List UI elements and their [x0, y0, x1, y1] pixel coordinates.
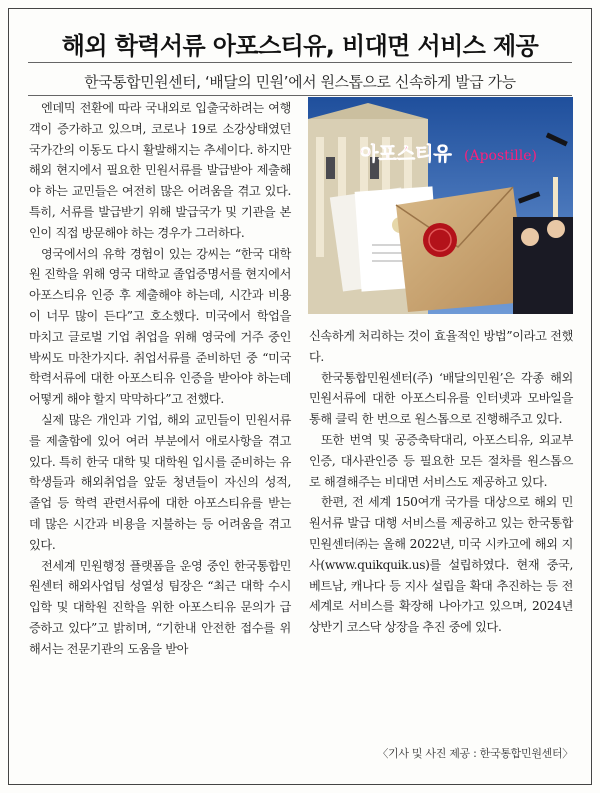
paragraph: 신속하게 처리하는 것이 효율적인 방법”이라고 전했다.	[309, 329, 573, 364]
article-subheadline: 한국통합민원센터, ‘배달의 민원’에서 원스톱으로 신속하게 발급 가능	[84, 74, 516, 91]
article-left-column	[29, 98, 291, 660]
article-headline: 해외 학력서류 아포스티유, 비대면 서비스 제공	[61, 32, 539, 60]
wax-seal-icon	[423, 223, 457, 257]
paragraph: 또한 번역 및 공증축탁대리, 아포스티유, 외교부인증, 대사관인증 등 필요한 모든 절차를 원스톱으로 해결해주는 비대면 서비스도 제공하고 있다.	[309, 432, 573, 489]
headline-divider	[28, 62, 572, 63]
paragraph: 엔데믹 전환에 따라 국내외로 입출국하려는 여행객이 증가하고 있으며, 코로나 19로 소강상태였던 국가간의 이동도 다시 활발해지는 추세이다. 하지만 해외 현지에서 필요한 민원서류를 발급받아 제출해야 하는 교민들은 여전히 많은 어려움을 겪고 있다. 특히, 서류를 발급받기 위해 발급국가 및 기관을 본인이 직접 방문해야 하는 경우가 그러하다.	[29, 101, 291, 240]
article-right-column	[309, 326, 573, 638]
apostille-illustration	[308, 97, 573, 314]
photo-caption-latin: (Apostille)	[464, 148, 537, 164]
paragraph: 영국에서의 유학 경험이 있는 강씨는 “한국 대학원 진학을 위해 영국 대학교 졸업증명서를 현지에서 아포스티유 인증 후 제출해야 하는데, 시간과 비용이 너무 많이 든다”고 호소했다. 미국에서 학업을 마치고 글로벌 기업 취업을 위해 영국에 거주 중인 박씨도 마찬가지다. 취업서류를 준비하던 중 “미국 학력서류에 대한 아포스티유 인증을 받아야 하는데 어떻게 해야 할지 막막하다”고 전했다.	[29, 246, 291, 407]
photo-credit: 〈기사 및 사진 제공 : 한국통합민원센터〉	[377, 747, 573, 760]
envelope-icon	[396, 187, 528, 312]
photo-caption-korean: 아포스티유	[360, 143, 452, 165]
apostille-photo	[308, 97, 573, 314]
paragraph: 한편, 전 세계 150여개 국가를 대상으로 해외 민원서류 발급 대행 서비스를 제공하고 있는 한국통합민원센터㈜는 올해 2022년, 미국 시카고에 해외 지사(www.quikquik.us)를 설립하였다. 현재 중국, 베트남, 캐나다 등 지사 설립을 확대 추진하는 등 전 세계로 서비스를 확장해 나아가고 있으며, 2024년 상반기 코스닥 상장을 추진 중에 있다.	[309, 495, 573, 635]
paragraph: 전세계 민원행정 플랫폼을 운영 중인 한국통합민원센터 해외사업팀 성열성 팀장은 “최근 대학 수시입학 및 대학원 진학을 위한 아포스티유 문의가 급증하고 있다”고 밝히며, “기한내 안전한 접수를 위해서는 전문기관의 도움을 받아	[29, 558, 291, 656]
subheadline-divider	[28, 95, 572, 96]
paragraph: 실제 많은 개인과 기업, 해외 교민들이 민원서류를 제출함에 있어 여러 부분에서 애로사항을 겪고 있다. 특히 한국 대학 및 대학원 입시를 준비하는 유학생들과 해외취업을 앞둔 청년들이 자신의 성적, 졸업 등 학력 관련서류에 대한 아포스티유를 받는 데 많은 시간과 비용을 지불하는 등 어려움을 겪고 있다.	[29, 412, 291, 552]
paragraph: 한국통합민원센터(주) ‘배달의민원’은 각종 해외 민원서류에 대한 아포스티유를 인터넷과 모바일을 통해 클릭 한 번으로 원스톱으로 진행해주고 있다.	[309, 370, 573, 427]
